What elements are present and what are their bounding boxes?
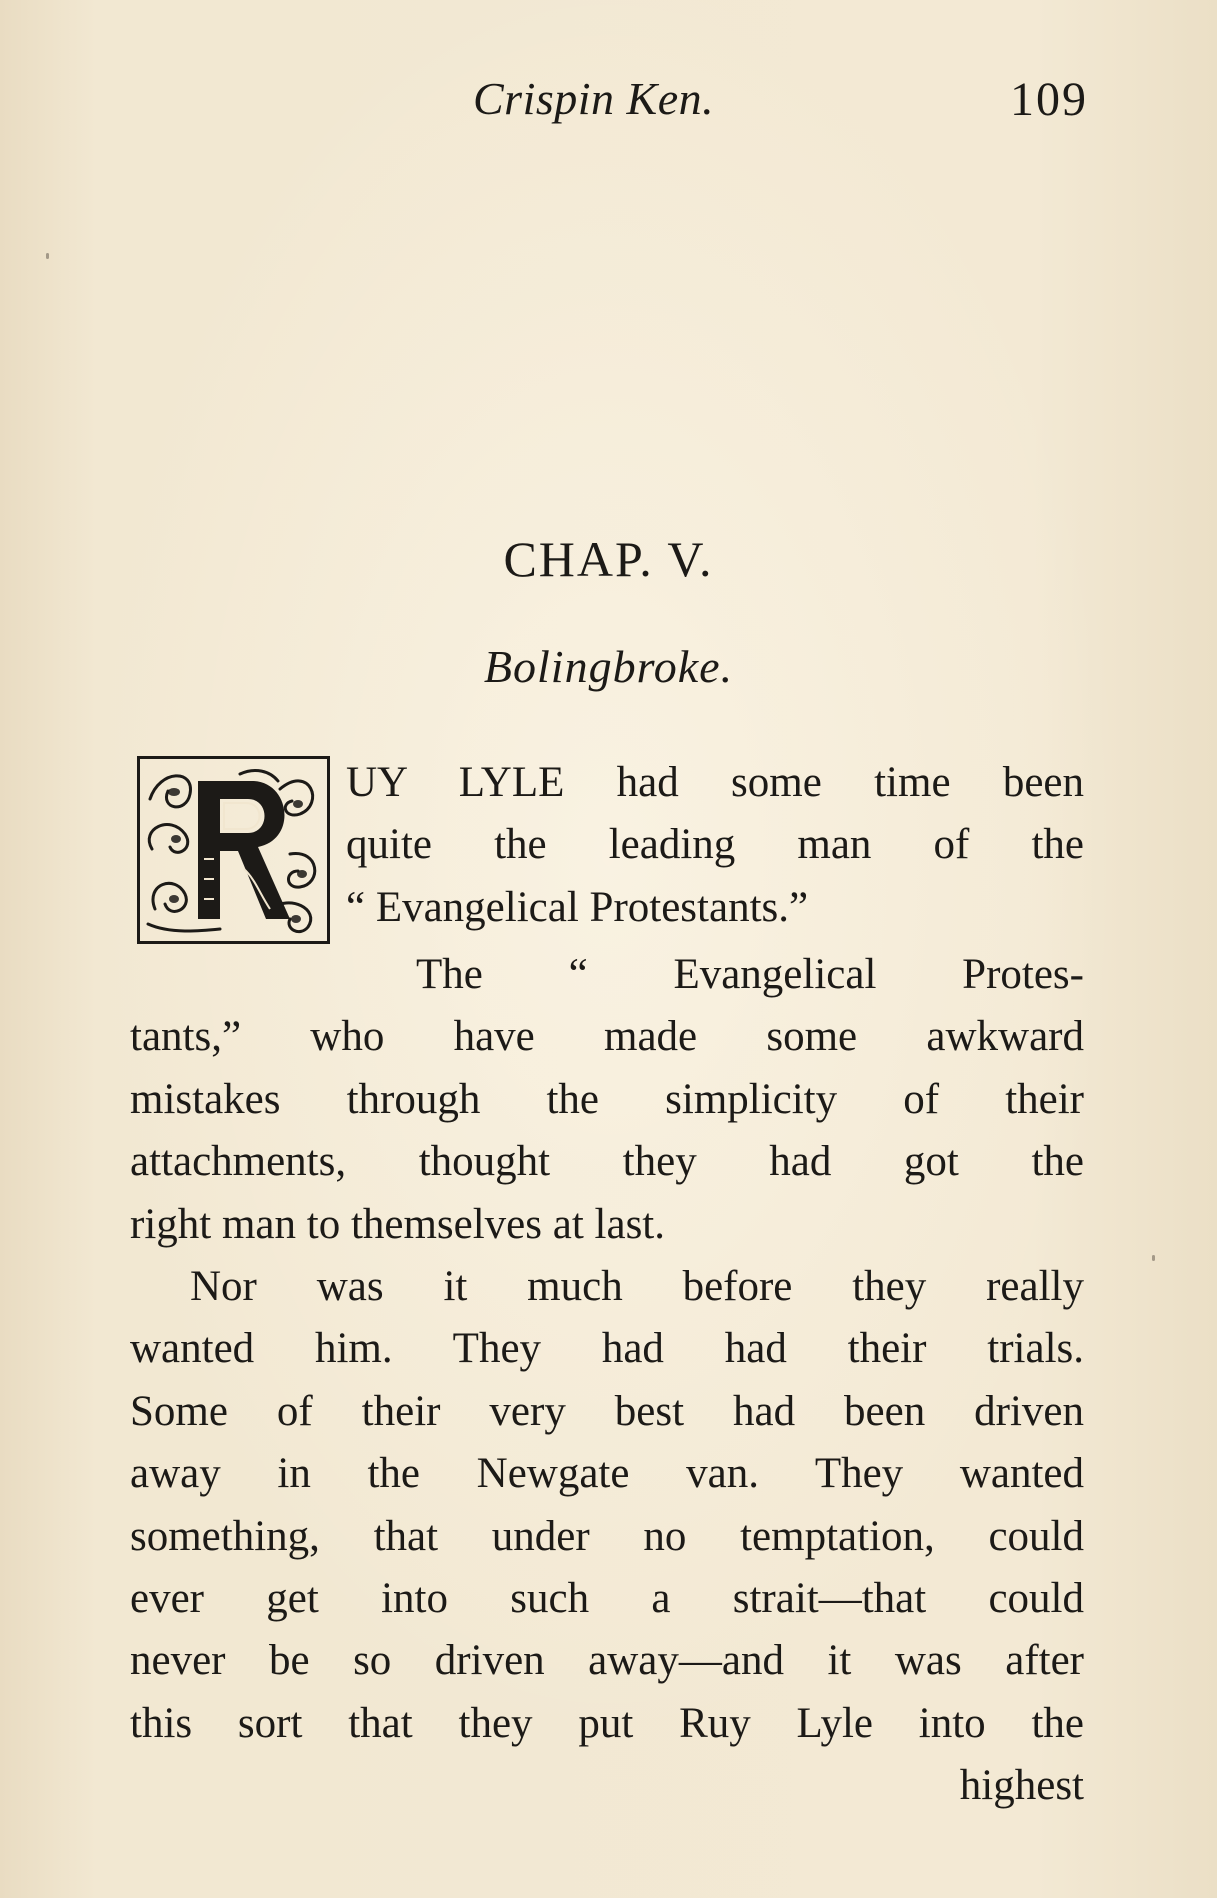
text-line: quite the leading man of the [346, 821, 1084, 869]
body-text [130, 944, 1084, 1817]
text-line: mistakes through the simplicity of their [130, 1075, 1084, 1123]
page-number: 109 [1010, 73, 1088, 126]
text-line: ever get into such a strait—that could [130, 1574, 1084, 1622]
text-line: Nor was it much before they really [190, 1262, 1084, 1310]
text-line: wanted him. They had had their trials. [130, 1325, 1084, 1373]
paper-speck [1152, 1255, 1155, 1261]
text-line: Some of their very best had been driven [130, 1387, 1084, 1435]
paper-speck [46, 253, 49, 259]
text-line: tants,” who have made some awkward [130, 1013, 1084, 1061]
running-title: Crispin Ken. [473, 73, 715, 124]
opening-paragraph-lines [346, 752, 1084, 939]
text-line: away in the Newgate van. They wanted [130, 1450, 1084, 1498]
text-line: right man to themselves at last. [130, 1200, 666, 1248]
catchword: highest [959, 1762, 1084, 1810]
chapter-subtitle: Bolingbroke. [483, 641, 734, 692]
chapter-heading: CHAP. V. [503, 531, 714, 587]
text-line: “ Evangelical Protestants.” [346, 883, 809, 931]
decorated-initial [137, 756, 330, 944]
text-line: something, that under no temptation, could [130, 1512, 1084, 1560]
text-line: never be so driven away—and it was after [130, 1637, 1084, 1685]
text-line: attachments, thought they had got the [130, 1138, 1084, 1186]
text-line: UY LYLE had some time been [346, 759, 1084, 806]
text-line: The “ Evangelical Protes- [416, 951, 1084, 998]
text-line: this sort that they put Ruy Lyle into the [130, 1699, 1084, 1747]
page-header [0, 72, 1217, 132]
decorated-initial-ornament [140, 759, 327, 941]
